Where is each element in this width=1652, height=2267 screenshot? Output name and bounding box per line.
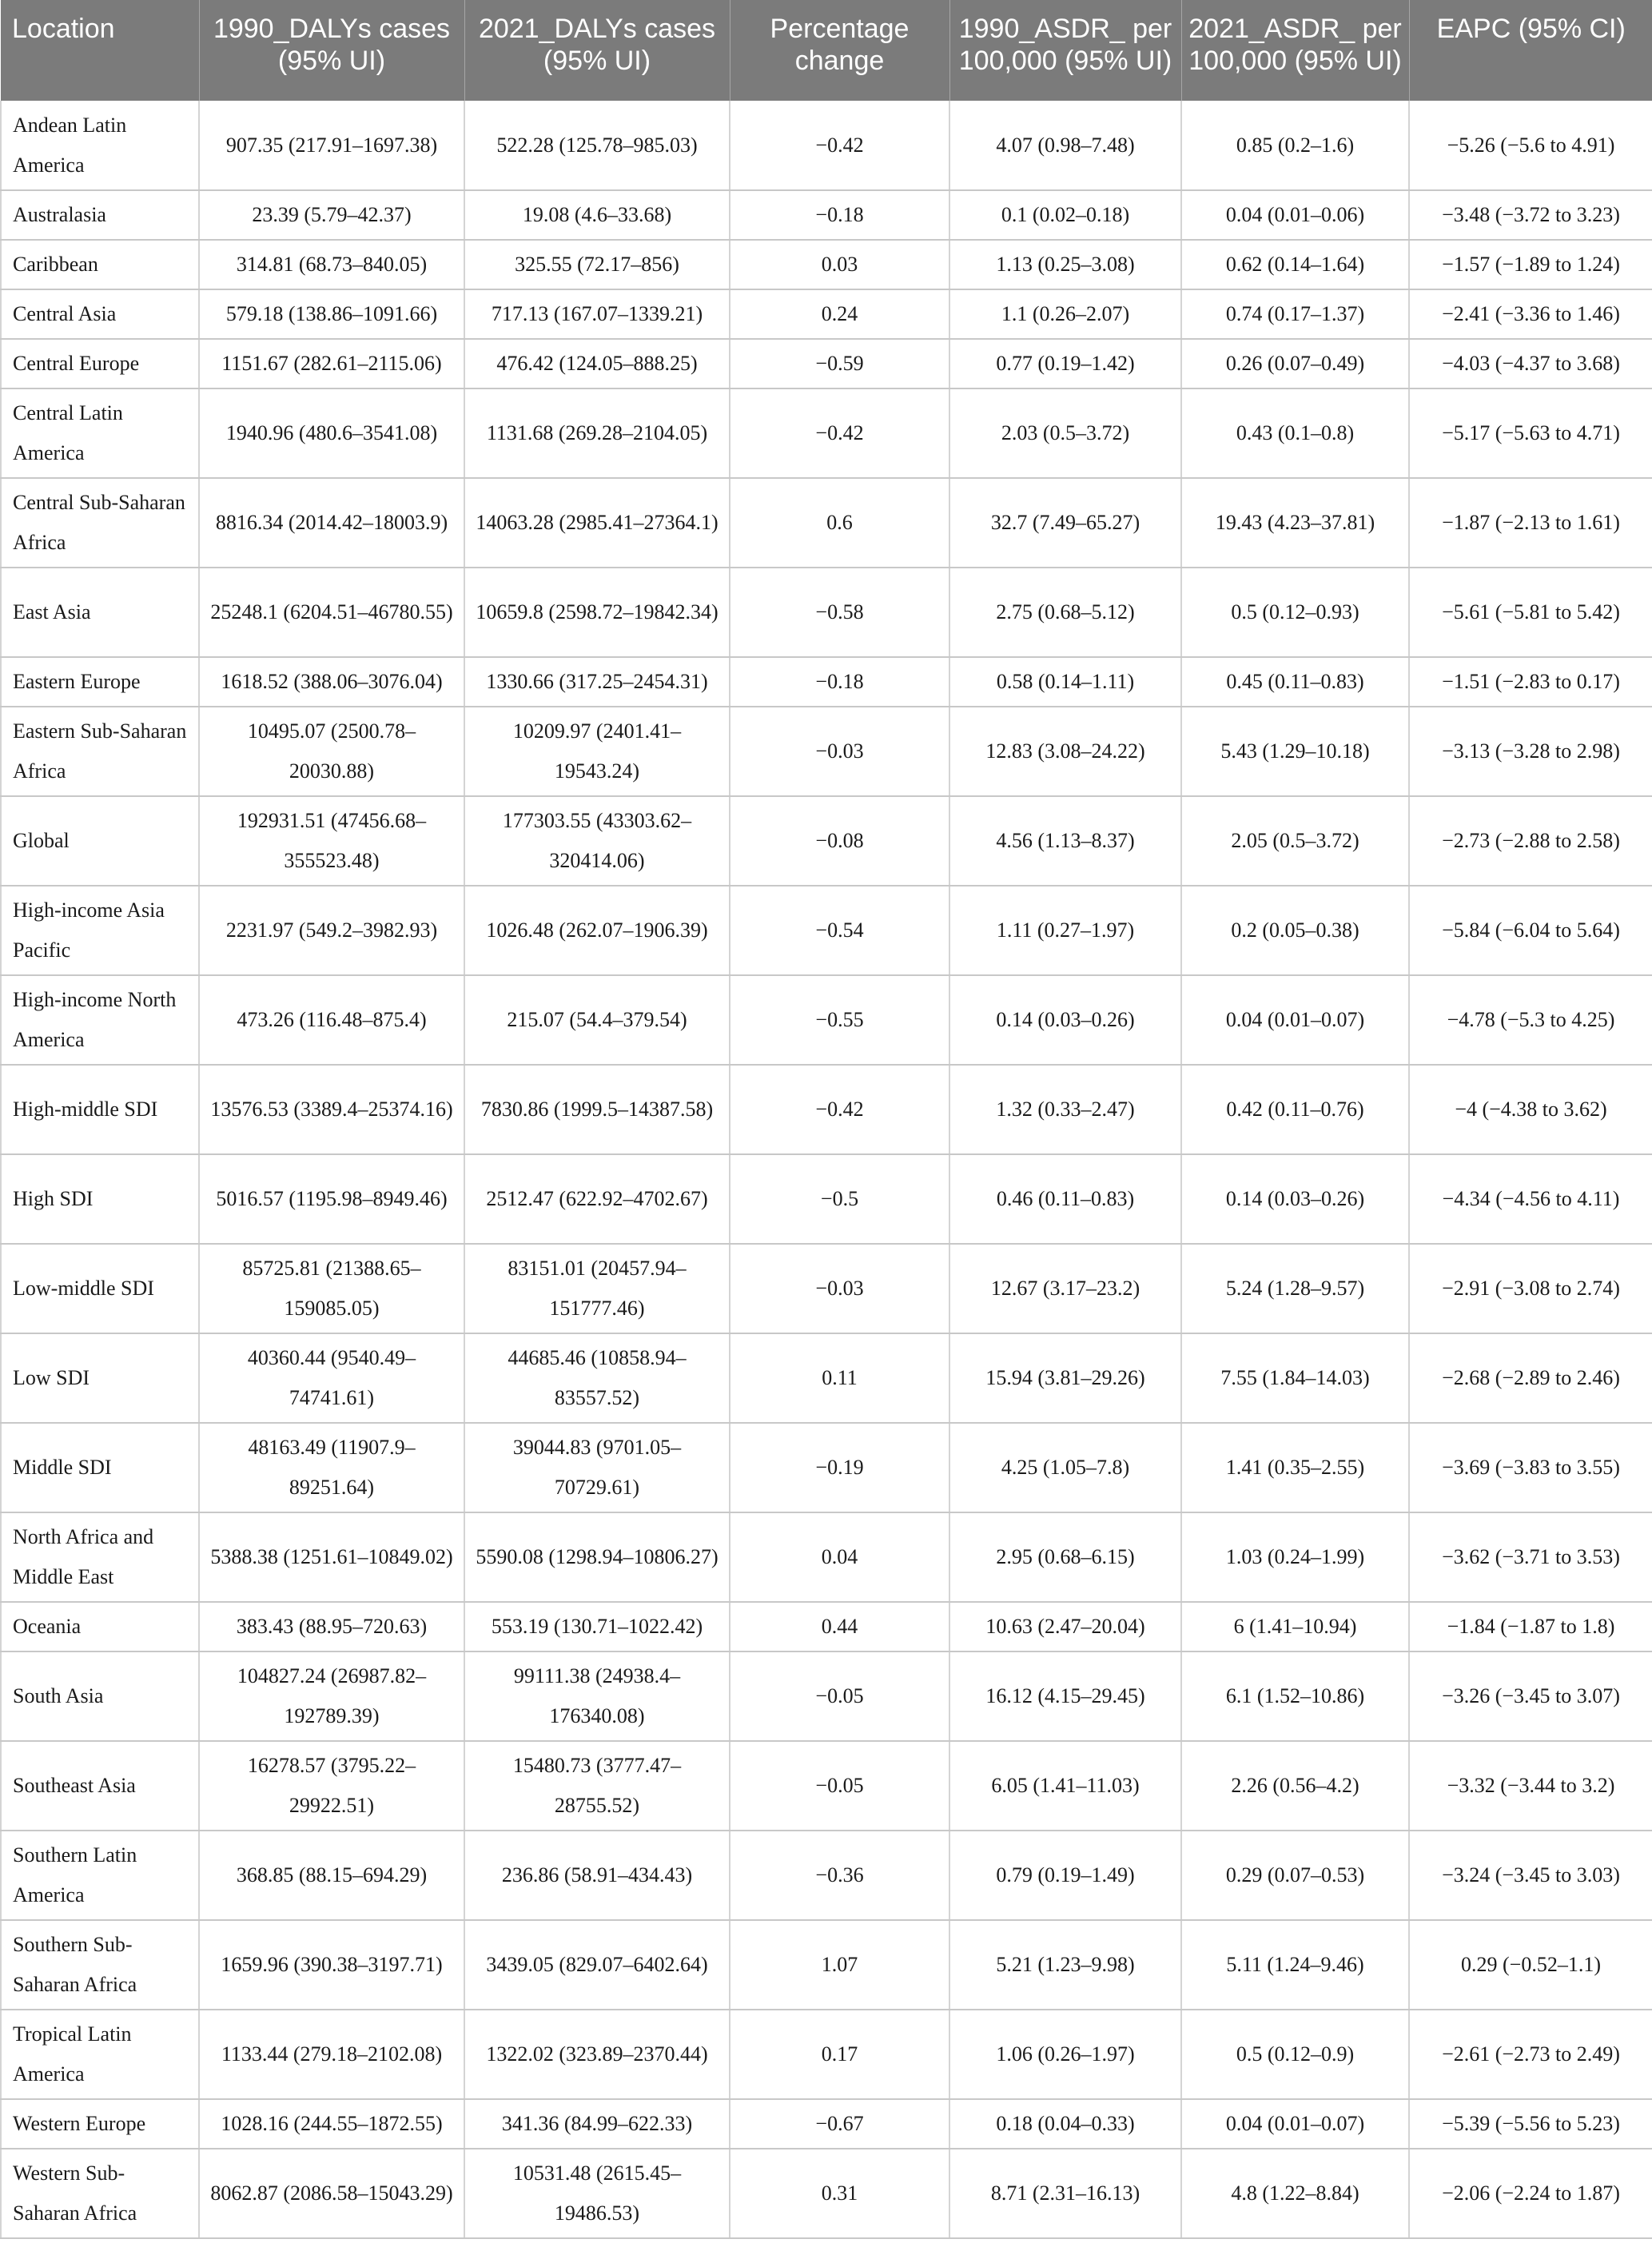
cell-asdr-1990: 1.13 (0.25–3.08) [949, 240, 1181, 289]
table-row [1, 1154, 1652, 1244]
cell-dalys-1990: 5016.57 (1195.98–8949.46) [199, 1154, 464, 1244]
header-asdr-1990: 1990_ASDR_ per 100,000 (95% UI) [949, 0, 1181, 101]
table-row [1, 1423, 1652, 1512]
cell-asdr-2021: 2.05 (0.5–3.72) [1181, 796, 1409, 886]
cell-asdr-2021: 0.04 (0.01–0.07) [1181, 975, 1409, 1065]
cell-dalys-2021: 10209.97 (2401.41–19543.24) [464, 707, 730, 796]
cell-location: Central Asia [1, 289, 199, 339]
cell-dalys-2021: 39044.83 (9701.05–70729.61) [464, 1423, 730, 1512]
table-row [1, 2010, 1652, 2099]
cell-asdr-2021: 4.8 (1.22–8.84) [1181, 2149, 1409, 2238]
table-row [1, 101, 1652, 190]
cell-eapc: −3.69 (−3.83 to 3.55) [1409, 1423, 1652, 1512]
cell-dalys-1990: 5388.38 (1251.61–10849.02) [199, 1512, 464, 1602]
cell-eapc: −2.41 (−3.36 to 1.46) [1409, 289, 1652, 339]
header-eapc: EAPC (95% CI) [1409, 0, 1652, 101]
table-row [1, 190, 1652, 240]
cell-percentage-change: −0.08 [730, 796, 949, 886]
table-row [1, 707, 1652, 796]
cell-percentage-change: −0.18 [730, 657, 949, 707]
cell-asdr-2021: 1.03 (0.24–1.99) [1181, 1512, 1409, 1602]
cell-eapc: −3.62 (−3.71 to 3.53) [1409, 1512, 1652, 1602]
cell-asdr-1990: 8.71 (2.31–16.13) [949, 2149, 1181, 2238]
cell-eapc: 0.29 (−0.52–1.1) [1409, 1920, 1652, 2010]
cell-location: Middle SDI [1, 1423, 199, 1512]
cell-asdr-2021: 0.43 (0.1–0.8) [1181, 388, 1409, 478]
cell-dalys-2021: 19.08 (4.6–33.68) [464, 190, 730, 240]
cell-location: Southern Sub-Saharan Africa [1, 1920, 199, 2010]
cell-percentage-change: −0.03 [730, 1244, 949, 1333]
cell-eapc: −2.73 (−2.88 to 2.58) [1409, 796, 1652, 886]
cell-percentage-change: −0.03 [730, 707, 949, 796]
cell-asdr-1990: 12.83 (3.08–24.22) [949, 707, 1181, 796]
cell-dalys-1990: 1133.44 (279.18–2102.08) [199, 2010, 464, 2099]
cell-asdr-2021: 0.85 (0.2–1.6) [1181, 101, 1409, 190]
cell-dalys-1990: 383.43 (88.95–720.63) [199, 1602, 464, 1651]
cell-eapc: −2.06 (−2.24 to 1.87) [1409, 2149, 1652, 2238]
cell-location: Western Europe [1, 2099, 199, 2149]
cell-dalys-2021: 15480.73 (3777.47–28755.52) [464, 1741, 730, 1831]
cell-location: High-income North America [1, 975, 199, 1065]
cell-dalys-2021: 177303.55 (43303.62–320414.06) [464, 796, 730, 886]
cell-asdr-1990: 2.03 (0.5–3.72) [949, 388, 1181, 478]
cell-percentage-change: −0.05 [730, 1651, 949, 1741]
cell-dalys-1990: 192931.51 (47456.68–355523.48) [199, 796, 464, 886]
cell-percentage-change: 0.24 [730, 289, 949, 339]
cell-dalys-1990: 13576.53 (3389.4–25374.16) [199, 1065, 464, 1154]
cell-asdr-1990: 15.94 (3.81–29.26) [949, 1333, 1181, 1423]
cell-location: High SDI [1, 1154, 199, 1244]
cell-location: Western Sub-Saharan Africa [1, 2149, 199, 2238]
cell-asdr-1990: 4.07 (0.98–7.48) [949, 101, 1181, 190]
cell-dalys-2021: 553.19 (130.71–1022.42) [464, 1602, 730, 1651]
table-body [1, 101, 1652, 2238]
cell-asdr-2021: 5.43 (1.29–10.18) [1181, 707, 1409, 796]
cell-dalys-2021: 1026.48 (262.07–1906.39) [464, 886, 730, 975]
cell-dalys-1990: 473.26 (116.48–875.4) [199, 975, 464, 1065]
cell-percentage-change: −0.05 [730, 1741, 949, 1831]
cell-asdr-2021: 0.42 (0.11–0.76) [1181, 1065, 1409, 1154]
cell-asdr-2021: 6 (1.41–10.94) [1181, 1602, 1409, 1651]
table-row [1, 289, 1652, 339]
table-row [1, 2149, 1652, 2238]
cell-percentage-change: −0.36 [730, 1831, 949, 1920]
cell-percentage-change: 0.03 [730, 240, 949, 289]
header-location: Location [1, 0, 199, 101]
cell-dalys-1990: 1618.52 (388.06–3076.04) [199, 657, 464, 707]
cell-asdr-2021: 7.55 (1.84–14.03) [1181, 1333, 1409, 1423]
cell-asdr-2021: 19.43 (4.23–37.81) [1181, 478, 1409, 568]
cell-dalys-2021: 3439.05 (829.07–6402.64) [464, 1920, 730, 2010]
cell-location: Oceania [1, 1602, 199, 1651]
cell-dalys-1990: 907.35 (217.91–1697.38) [199, 101, 464, 190]
cell-percentage-change: −0.58 [730, 568, 949, 657]
cell-asdr-2021: 0.62 (0.14–1.64) [1181, 240, 1409, 289]
cell-eapc: −3.24 (−3.45 to 3.03) [1409, 1831, 1652, 1920]
cell-asdr-1990: 1.11 (0.27–1.97) [949, 886, 1181, 975]
cell-dalys-2021: 1330.66 (317.25–2454.31) [464, 657, 730, 707]
cell-location: High-middle SDI [1, 1065, 199, 1154]
cell-asdr-1990: 2.95 (0.68–6.15) [949, 1512, 1181, 1602]
cell-percentage-change: −0.59 [730, 339, 949, 388]
cell-dalys-2021: 1322.02 (323.89–2370.44) [464, 2010, 730, 2099]
cell-dalys-2021: 14063.28 (2985.41–27364.1) [464, 478, 730, 568]
header-dalys-1990: 1990_DALYs cases (95% UI) [199, 0, 464, 101]
cell-percentage-change: 0.31 [730, 2149, 949, 2238]
cell-percentage-change: −0.19 [730, 1423, 949, 1512]
cell-eapc: −4.78 (−5.3 to 4.25) [1409, 975, 1652, 1065]
cell-dalys-2021: 5590.08 (1298.94–10806.27) [464, 1512, 730, 1602]
cell-location: South Asia [1, 1651, 199, 1741]
cell-location: Southern Latin America [1, 1831, 199, 1920]
table-row [1, 388, 1652, 478]
cell-dalys-1990: 8816.34 (2014.42–18003.9) [199, 478, 464, 568]
cell-percentage-change: 0.17 [730, 2010, 949, 2099]
cell-dalys-1990: 2231.97 (549.2–3982.93) [199, 886, 464, 975]
cell-dalys-2021: 10531.48 (2615.45–19486.53) [464, 2149, 730, 2238]
header-percentage-change: Percentage change [730, 0, 949, 101]
table-row [1, 1065, 1652, 1154]
table-header [1, 0, 1652, 101]
cell-asdr-1990: 0.18 (0.04–0.33) [949, 2099, 1181, 2149]
cell-dalys-1990: 1940.96 (480.6–3541.08) [199, 388, 464, 478]
cell-location: Southeast Asia [1, 1741, 199, 1831]
cell-asdr-2021: 0.5 (0.12–0.93) [1181, 568, 1409, 657]
table-row [1, 886, 1652, 975]
cell-asdr-1990: 0.77 (0.19–1.42) [949, 339, 1181, 388]
cell-asdr-2021: 6.1 (1.52–10.86) [1181, 1651, 1409, 1741]
cell-dalys-1990: 104827.24 (26987.82–192789.39) [199, 1651, 464, 1741]
table-row [1, 1831, 1652, 1920]
table-row [1, 796, 1652, 886]
header-asdr-2021: 2021_ASDR_ per 100,000 (95% UI) [1181, 0, 1409, 101]
cell-location: East Asia [1, 568, 199, 657]
cell-asdr-2021: 0.2 (0.05–0.38) [1181, 886, 1409, 975]
cell-asdr-1990: 16.12 (4.15–29.45) [949, 1651, 1181, 1741]
cell-eapc: −2.91 (−3.08 to 2.74) [1409, 1244, 1652, 1333]
cell-dalys-2021: 717.13 (167.07–1339.21) [464, 289, 730, 339]
table-row [1, 1741, 1652, 1831]
table-row [1, 478, 1652, 568]
cell-percentage-change: −0.67 [730, 2099, 949, 2149]
cell-asdr-1990: 12.67 (3.17–23.2) [949, 1244, 1181, 1333]
cell-location: Central Europe [1, 339, 199, 388]
cell-asdr-2021: 0.29 (0.07–0.53) [1181, 1831, 1409, 1920]
cell-asdr-1990: 4.56 (1.13–8.37) [949, 796, 1181, 886]
table-row [1, 1920, 1652, 2010]
table-row [1, 657, 1652, 707]
cell-location: Low SDI [1, 1333, 199, 1423]
cell-asdr-1990: 0.58 (0.14–1.11) [949, 657, 1181, 707]
header-row [1, 0, 1652, 101]
cell-asdr-1990: 0.1 (0.02–0.18) [949, 190, 1181, 240]
cell-eapc: −2.68 (−2.89 to 2.46) [1409, 1333, 1652, 1423]
cell-eapc: −4.34 (−4.56 to 4.11) [1409, 1154, 1652, 1244]
cell-eapc: −2.61 (−2.73 to 2.49) [1409, 2010, 1652, 2099]
cell-asdr-2021: 0.26 (0.07–0.49) [1181, 339, 1409, 388]
cell-percentage-change: 0.11 [730, 1333, 949, 1423]
cell-asdr-1990: 0.46 (0.11–0.83) [949, 1154, 1181, 1244]
cell-asdr-2021: 0.04 (0.01–0.06) [1181, 190, 1409, 240]
cell-eapc: −5.84 (−6.04 to 5.64) [1409, 886, 1652, 975]
cell-asdr-2021: 5.11 (1.24–9.46) [1181, 1920, 1409, 2010]
cell-percentage-change: −0.42 [730, 1065, 949, 1154]
cell-percentage-change: −0.5 [730, 1154, 949, 1244]
cell-asdr-2021: 2.26 (0.56–4.2) [1181, 1741, 1409, 1831]
cell-dalys-1990: 1151.67 (282.61–2115.06) [199, 339, 464, 388]
cell-asdr-2021: 5.24 (1.28–9.57) [1181, 1244, 1409, 1333]
cell-dalys-2021: 215.07 (54.4–379.54) [464, 975, 730, 1065]
cell-location: Australasia [1, 190, 199, 240]
cell-eapc: −1.84 (−1.87 to 1.8) [1409, 1602, 1652, 1651]
cell-asdr-1990: 0.14 (0.03–0.26) [949, 975, 1181, 1065]
cell-eapc: −1.51 (−2.83 to 0.17) [1409, 657, 1652, 707]
cell-asdr-1990: 1.32 (0.33–2.47) [949, 1065, 1181, 1154]
cell-dalys-1990: 1659.96 (390.38–3197.71) [199, 1920, 464, 2010]
cell-asdr-1990: 4.25 (1.05–7.8) [949, 1423, 1181, 1512]
cell-location: Eastern Sub-Saharan Africa [1, 707, 199, 796]
cell-percentage-change: 0.44 [730, 1602, 949, 1651]
cell-eapc: −1.57 (−1.89 to 1.24) [1409, 240, 1652, 289]
cell-eapc: −5.17 (−5.63 to 4.71) [1409, 388, 1652, 478]
cell-location: High-income Asia Pacific [1, 886, 199, 975]
cell-eapc: −5.39 (−5.56 to 5.23) [1409, 2099, 1652, 2149]
cell-percentage-change: 1.07 [730, 1920, 949, 2010]
cell-asdr-1990: 1.1 (0.26–2.07) [949, 289, 1181, 339]
cell-percentage-change: −0.42 [730, 388, 949, 478]
cell-eapc: −1.87 (−2.13 to 1.61) [1409, 478, 1652, 568]
cell-percentage-change: 0.6 [730, 478, 949, 568]
cell-dalys-1990: 579.18 (138.86–1091.66) [199, 289, 464, 339]
cell-eapc: −3.48 (−3.72 to 3.23) [1409, 190, 1652, 240]
cell-dalys-1990: 40360.44 (9540.49–74741.61) [199, 1333, 464, 1423]
cell-eapc: −3.13 (−3.28 to 2.98) [1409, 707, 1652, 796]
cell-dalys-2021: 236.86 (58.91–434.43) [464, 1831, 730, 1920]
cell-percentage-change: −0.54 [730, 886, 949, 975]
cell-asdr-2021: 1.41 (0.35–2.55) [1181, 1423, 1409, 1512]
cell-eapc: −3.32 (−3.44 to 3.2) [1409, 1741, 1652, 1831]
cell-dalys-1990: 8062.87 (2086.58–15043.29) [199, 2149, 464, 2238]
cell-asdr-2021: 0.5 (0.12–0.9) [1181, 2010, 1409, 2099]
cell-eapc: −5.26 (−5.6 to 4.91) [1409, 101, 1652, 190]
cell-dalys-2021: 325.55 (72.17–856) [464, 240, 730, 289]
cell-asdr-1990: 1.06 (0.26–1.97) [949, 2010, 1181, 2099]
cell-dalys-1990: 25248.1 (6204.51–46780.55) [199, 568, 464, 657]
cell-location: Central Sub-Saharan Africa [1, 478, 199, 568]
table-row [1, 568, 1652, 657]
cell-location: Low-middle SDI [1, 1244, 199, 1333]
cell-asdr-1990: 32.7 (7.49–65.27) [949, 478, 1181, 568]
table-row [1, 1602, 1652, 1651]
cell-dalys-1990: 48163.49 (11907.9–89251.64) [199, 1423, 464, 1512]
table-row [1, 240, 1652, 289]
cell-asdr-2021: 0.04 (0.01–0.07) [1181, 2099, 1409, 2149]
cell-asdr-2021: 0.74 (0.17–1.37) [1181, 289, 1409, 339]
cell-eapc: −4.03 (−4.37 to 3.68) [1409, 339, 1652, 388]
cell-dalys-2021: 2512.47 (622.92–4702.67) [464, 1154, 730, 1244]
table-row [1, 975, 1652, 1065]
cell-location: Global [1, 796, 199, 886]
cell-dalys-2021: 10659.8 (2598.72–19842.34) [464, 568, 730, 657]
cell-asdr-1990: 5.21 (1.23–9.98) [949, 1920, 1181, 2010]
cell-dalys-2021: 341.36 (84.99–622.33) [464, 2099, 730, 2149]
cell-location: North Africa and Middle East [1, 1512, 199, 1602]
cell-location: Eastern Europe [1, 657, 199, 707]
cell-dalys-1990: 368.85 (88.15–694.29) [199, 1831, 464, 1920]
cell-dalys-2021: 83151.01 (20457.94–151777.46) [464, 1244, 730, 1333]
table-row [1, 1651, 1652, 1741]
cell-asdr-2021: 0.45 (0.11–0.83) [1181, 657, 1409, 707]
cell-dalys-2021: 44685.46 (10858.94–83557.52) [464, 1333, 730, 1423]
cell-dalys-2021: 522.28 (125.78–985.03) [464, 101, 730, 190]
cell-dalys-2021: 476.42 (124.05–888.25) [464, 339, 730, 388]
cell-location: Caribbean [1, 240, 199, 289]
cell-percentage-change: 0.04 [730, 1512, 949, 1602]
cell-percentage-change: −0.42 [730, 101, 949, 190]
cell-dalys-2021: 7830.86 (1999.5–14387.58) [464, 1065, 730, 1154]
cell-dalys-1990: 23.39 (5.79–42.37) [199, 190, 464, 240]
table-row [1, 1333, 1652, 1423]
cell-dalys-2021: 1131.68 (269.28–2104.05) [464, 388, 730, 478]
table-row [1, 1512, 1652, 1602]
cell-location: Tropical Latin America [1, 2010, 199, 2099]
cell-asdr-1990: 0.79 (0.19–1.49) [949, 1831, 1181, 1920]
table-row [1, 1244, 1652, 1333]
cell-location: Andean Latin America [1, 101, 199, 190]
cell-percentage-change: −0.18 [730, 190, 949, 240]
cell-percentage-change: −0.55 [730, 975, 949, 1065]
header-dalys-2021: 2021_DALYs cases (95% UI) [464, 0, 730, 101]
table-row [1, 2099, 1652, 2149]
cell-eapc: −3.26 (−3.45 to 3.07) [1409, 1651, 1652, 1741]
cell-dalys-1990: 1028.16 (244.55–1872.55) [199, 2099, 464, 2149]
cell-eapc: −5.61 (−5.81 to 5.42) [1409, 568, 1652, 657]
cell-asdr-2021: 0.14 (0.03–0.26) [1181, 1154, 1409, 1244]
cell-asdr-1990: 2.75 (0.68–5.12) [949, 568, 1181, 657]
cell-eapc: −4 (−4.38 to 3.62) [1409, 1065, 1652, 1154]
cell-asdr-1990: 6.05 (1.41–11.03) [949, 1741, 1181, 1831]
table-row [1, 339, 1652, 388]
cell-dalys-2021: 99111.38 (24938.4–176340.08) [464, 1651, 730, 1741]
cell-dalys-1990: 85725.81 (21388.65–159085.05) [199, 1244, 464, 1333]
cell-dalys-1990: 10495.07 (2500.78–20030.88) [199, 707, 464, 796]
cell-dalys-1990: 314.81 (68.73–840.05) [199, 240, 464, 289]
cell-location: Central Latin America [1, 388, 199, 478]
cell-asdr-1990: 10.63 (2.47–20.04) [949, 1602, 1181, 1651]
cell-dalys-1990: 16278.57 (3795.22–29922.51) [199, 1741, 464, 1831]
